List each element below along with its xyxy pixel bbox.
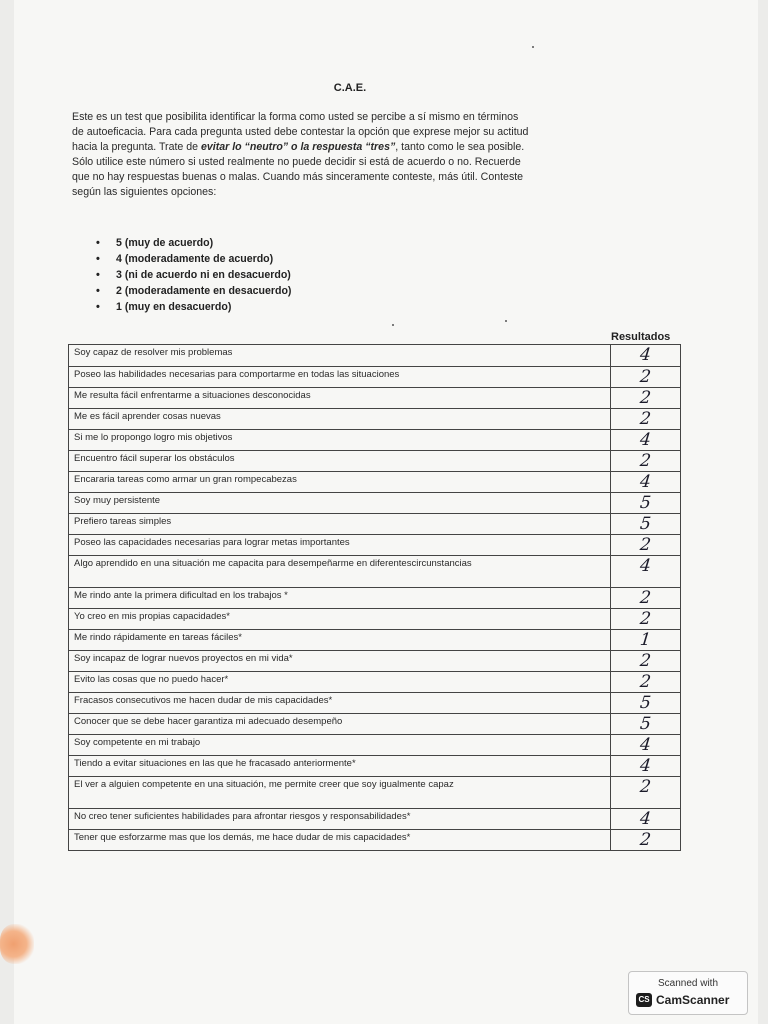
handwritten-answer: 2 bbox=[639, 588, 653, 608]
page-title: C.A.E. bbox=[333, 82, 367, 94]
table-row bbox=[69, 388, 681, 409]
handwritten-answer: 4 bbox=[639, 472, 653, 492]
statement-cell: Algo aprendido en una situación me capacita para desempeñarme en diferentescircunstancias bbox=[69, 556, 611, 588]
table-row bbox=[69, 535, 681, 556]
watermark-brand: CamScanner bbox=[656, 993, 730, 1007]
handwritten-answer: 4 bbox=[639, 735, 653, 755]
table-row bbox=[69, 756, 681, 777]
option-item: • 2 (moderadamente en desacuerdo) bbox=[94, 283, 291, 299]
statement-cell: Soy muy persistente bbox=[69, 493, 611, 514]
table-row bbox=[69, 472, 681, 493]
statement-cell: Me rindo rápidamente en tareas fáciles* bbox=[69, 630, 611, 651]
table-row bbox=[69, 367, 681, 388]
result-cell bbox=[611, 493, 681, 514]
table-row bbox=[69, 514, 681, 535]
table-row bbox=[69, 493, 681, 514]
intro-text: , tanto como le sea posible. bbox=[395, 141, 525, 153]
statement-cell: Me es fácil aprender cosas nuevas bbox=[69, 409, 611, 430]
statement-cell: Me rindo ante la primera dificultad en los trabajos * bbox=[69, 588, 611, 609]
handwritten-answer: 2 bbox=[639, 609, 653, 629]
intro-emphasis: evitar lo “neutro” o la respuesta “tres” bbox=[200, 141, 396, 153]
statement-cell: Me resulta fácil enfrentarme a situaciones desconocidas bbox=[69, 388, 611, 409]
result-cell bbox=[611, 777, 681, 809]
result-cell bbox=[611, 756, 681, 777]
handwritten-answer: 5 bbox=[639, 493, 653, 513]
table-row bbox=[69, 630, 681, 651]
scan-speck bbox=[505, 320, 507, 322]
result-cell bbox=[611, 588, 681, 609]
handwritten-answer: 4 bbox=[639, 345, 653, 365]
scan-speck bbox=[392, 324, 394, 326]
handwritten-answer: 4 bbox=[639, 809, 653, 829]
handwritten-answer: 2 bbox=[639, 777, 653, 797]
watermark-caption: Scanned with bbox=[657, 978, 719, 989]
handwritten-answer: 1 bbox=[639, 630, 653, 650]
table-row bbox=[69, 430, 681, 451]
handwritten-answer: 5 bbox=[639, 693, 653, 713]
statement-cell: El ver a alguien competente en una situación, me permite creer que soy igualmente capaz bbox=[69, 777, 611, 809]
handwritten-answer: 2 bbox=[639, 388, 653, 408]
table-row bbox=[69, 672, 681, 693]
handwritten-answer: 2 bbox=[639, 367, 653, 387]
table-row bbox=[69, 809, 681, 830]
handwritten-answer: 4 bbox=[639, 756, 653, 776]
intro-line: Sólo utilice este número si usted realmente no puede decidir si está de acuerdo o no. Recuerde bbox=[72, 156, 521, 168]
camscanner-logo-icon: CS bbox=[636, 993, 652, 1007]
scan-speck bbox=[532, 46, 534, 48]
handwritten-answer: 2 bbox=[639, 830, 653, 850]
option-item: • 3 (ni de acuerdo ni en desacuerdo) bbox=[94, 267, 291, 283]
scanned-page bbox=[14, 0, 758, 1024]
result-cell bbox=[611, 609, 681, 630]
intro-line: de autoeficacia. Para cada pregunta usted debe contestar la opción que exprese mejor su actitud bbox=[72, 126, 529, 138]
intro-line: según las siguientes opciones: bbox=[72, 186, 217, 198]
result-cell bbox=[611, 735, 681, 756]
result-cell bbox=[611, 430, 681, 451]
results-header: Resultados bbox=[611, 331, 671, 343]
result-cell bbox=[611, 693, 681, 714]
statement-cell: Encararia tareas como armar un gran rompecabezas bbox=[69, 472, 611, 493]
statement-cell: Tiendo a evitar situaciones en las que he fracasado anteriormente* bbox=[69, 756, 611, 777]
intro-line: Este es un test que posibilita identificar la forma como usted se percibe a sí mismo en términos bbox=[72, 111, 519, 123]
statement-cell: Prefiero tareas simples bbox=[69, 514, 611, 535]
intro-line: que no hay respuestas buenas o malas. Cuando más sinceramente conteste, más útil. Conteste bbox=[72, 171, 524, 183]
result-cell bbox=[611, 409, 681, 430]
table-row bbox=[69, 345, 681, 367]
table-row bbox=[69, 714, 681, 735]
table-row bbox=[69, 556, 681, 588]
questionnaire-table bbox=[68, 344, 681, 851]
result-cell bbox=[611, 535, 681, 556]
table-row bbox=[69, 777, 681, 809]
result-cell bbox=[611, 809, 681, 830]
result-cell bbox=[611, 556, 681, 588]
statement-cell: Evito las cosas que no puedo hacer* bbox=[69, 672, 611, 693]
handwritten-answer: 2 bbox=[639, 409, 653, 429]
result-cell bbox=[611, 714, 681, 735]
statement-cell: Soy capaz de resolver mis problemas bbox=[69, 345, 611, 367]
table-row bbox=[69, 693, 681, 714]
result-cell bbox=[611, 672, 681, 693]
handwritten-answer: 4 bbox=[639, 556, 653, 576]
table-row bbox=[69, 651, 681, 672]
handwritten-answer: 5 bbox=[639, 714, 653, 734]
result-cell bbox=[611, 367, 681, 388]
option-item: • 5 (muy de acuerdo) bbox=[94, 235, 291, 251]
handwritten-answer: 2 bbox=[639, 535, 653, 555]
handwritten-answer: 2 bbox=[639, 651, 653, 671]
intro-text: hacia la pregunta. Trate de bbox=[72, 141, 201, 153]
statement-cell: Soy competente en mi trabajo bbox=[69, 735, 611, 756]
result-cell bbox=[611, 830, 681, 851]
handwritten-answer: 4 bbox=[639, 430, 653, 450]
intro-line bbox=[72, 140, 632, 155]
result-cell bbox=[611, 651, 681, 672]
camscanner-watermark bbox=[628, 971, 748, 1015]
statement-cell: Tener que esforzarme mas que los demás, me hace dudar de mis capacidades* bbox=[69, 830, 611, 851]
statement-cell: Conocer que se debe hacer garantiza mi adecuado desempeño bbox=[69, 714, 611, 735]
result-cell bbox=[611, 345, 681, 367]
statement-cell: Fracasos consecutivos me hacen dudar de mis capacidades* bbox=[69, 693, 611, 714]
statement-cell: Poseo las habilidades necesarias para comportarme en todas las situaciones bbox=[69, 367, 611, 388]
statement-cell: Soy incapaz de lograr nuevos proyectos en mi vida* bbox=[69, 651, 611, 672]
table-row bbox=[69, 735, 681, 756]
option-item: • 1 (muy en desacuerdo) bbox=[94, 299, 291, 315]
table-row bbox=[69, 451, 681, 472]
statement-cell: Encuentro fácil superar los obstáculos bbox=[69, 451, 611, 472]
handwritten-answer: 5 bbox=[639, 514, 653, 534]
answer-options-list bbox=[94, 235, 291, 315]
result-cell bbox=[611, 630, 681, 651]
result-cell bbox=[611, 514, 681, 535]
statement-cell: Poseo las capacidades necesarias para lograr metas importantes bbox=[69, 535, 611, 556]
result-cell bbox=[611, 388, 681, 409]
table-row bbox=[69, 588, 681, 609]
instructions-paragraph bbox=[72, 110, 632, 200]
table-row bbox=[69, 409, 681, 430]
handwritten-answer: 2 bbox=[639, 451, 653, 471]
option-item: • 4 (moderadamente de acuerdo) bbox=[94, 251, 291, 267]
handwritten-answer: 2 bbox=[639, 672, 653, 692]
scan-stain bbox=[0, 924, 34, 964]
table-row bbox=[69, 830, 681, 851]
table-row bbox=[69, 609, 681, 630]
statement-cell: Yo creo en mis propias capacidades* bbox=[69, 609, 611, 630]
result-cell bbox=[611, 472, 681, 493]
statement-cell: Si me lo propongo logro mis objetivos bbox=[69, 430, 611, 451]
statement-cell: No creo tener suficientes habilidades para afrontar riesgos y responsabilidades* bbox=[69, 809, 611, 830]
result-cell bbox=[611, 451, 681, 472]
